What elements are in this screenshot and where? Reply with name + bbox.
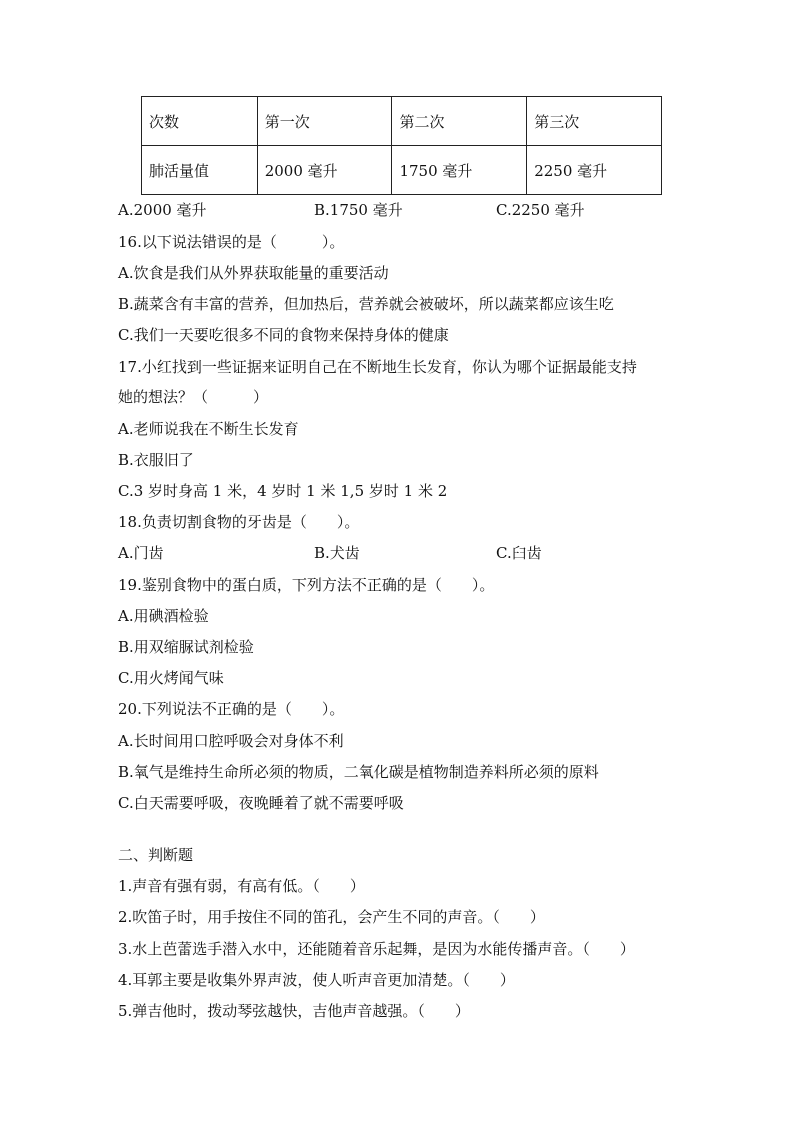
q20-option-a: A.长时间用口腔呼吸会对身体不利 [118,732,344,750]
table-row [142,146,662,195]
q18-option-c: C.臼齿 [496,544,542,562]
q19-option-a: A.用碘酒检验 [118,607,209,625]
q17-stem-line2: 她的想法？（ ） [118,388,269,406]
q18-stem: 18.负责切割食物的牙齿是（ ）。 [118,513,360,531]
q17-option-c: C.3 岁时身高 1 米，4 岁时 1 米 1,5 岁时 1 米 2 [118,482,448,500]
q18-option-a: A.门齿 [118,544,164,562]
table-cell: 第一次 [257,97,392,146]
judge-item-5: 5.弹吉他时，拨动琴弦越快，吉他声音越强。（ ） [118,1002,470,1020]
table-cell: 1750 毫升 [392,146,527,195]
q17-option-a: A.老师说我在不断生长发育 [118,420,299,438]
q16-stem: 16.以下说法错误的是（ ）。 [118,233,345,251]
q16-option-a: A.饮食是我们从外界获取能量的重要活动 [118,264,389,282]
q19-option-b: B.用双缩脲试剂检验 [118,638,254,656]
q16-option-c: C.我们一天要吃很多不同的食物来保持身体的健康 [118,326,449,344]
table-cell: 次数 [142,97,258,146]
q19-option-c: C.用火烤闻气味 [118,669,224,687]
q15-option-a: A.2000 毫升 [118,201,207,219]
lung-capacity-table [141,96,662,195]
judge-item-2: 2.吹笛子时，用手按住不同的笛孔，会产生不同的声音。（ ） [118,908,545,926]
table-cell: 第二次 [392,97,527,146]
q17-stem-line1: 17.小红找到一些证据来证明自己在不断地生长发育，你认为哪个证据最能支持 [118,358,637,376]
table-header-row [142,97,662,146]
q17-option-b: B.衣服旧了 [118,451,194,469]
judge-item-4: 4.耳郭主要是收集外界声波，使人听声音更加清楚。（ ） [118,971,515,989]
judge-item-3: 3.水上芭蕾选手潜入水中，还能随着音乐起舞，是因为水能传播声音。（ ） [118,940,635,958]
q19-stem: 19.鉴别食物中的蛋白质，下列方法不正确的是（ ）。 [118,576,495,594]
q15-option-b: B.1750 毫升 [314,201,403,219]
q15-option-c: C.2250 毫升 [496,201,585,219]
table-cell: 第三次 [527,97,662,146]
table-cell: 2250 毫升 [527,146,662,195]
judge-item-1: 1.声音有强有弱，有高有低。（ ） [118,877,365,895]
table-cell: 2000 毫升 [257,146,392,195]
q20-stem: 20.下列说法不正确的是（ ）。 [118,700,345,718]
q20-option-b: B.氧气是维持生命所必须的物质，二氧化碳是植物制造养料所必须的原料 [118,763,599,781]
section-title: 二、判断题 [118,846,194,864]
q18-option-b: B.犬齿 [314,544,360,562]
q16-option-b: B.蔬菜含有丰富的营养，但加热后，营养就会被破坏，所以蔬菜都应该生吃 [118,295,614,313]
table-cell: 肺活量值 [142,146,258,195]
q20-option-c: C.白天需要呼吸，夜晚睡着了就不需要呼吸 [118,794,404,812]
